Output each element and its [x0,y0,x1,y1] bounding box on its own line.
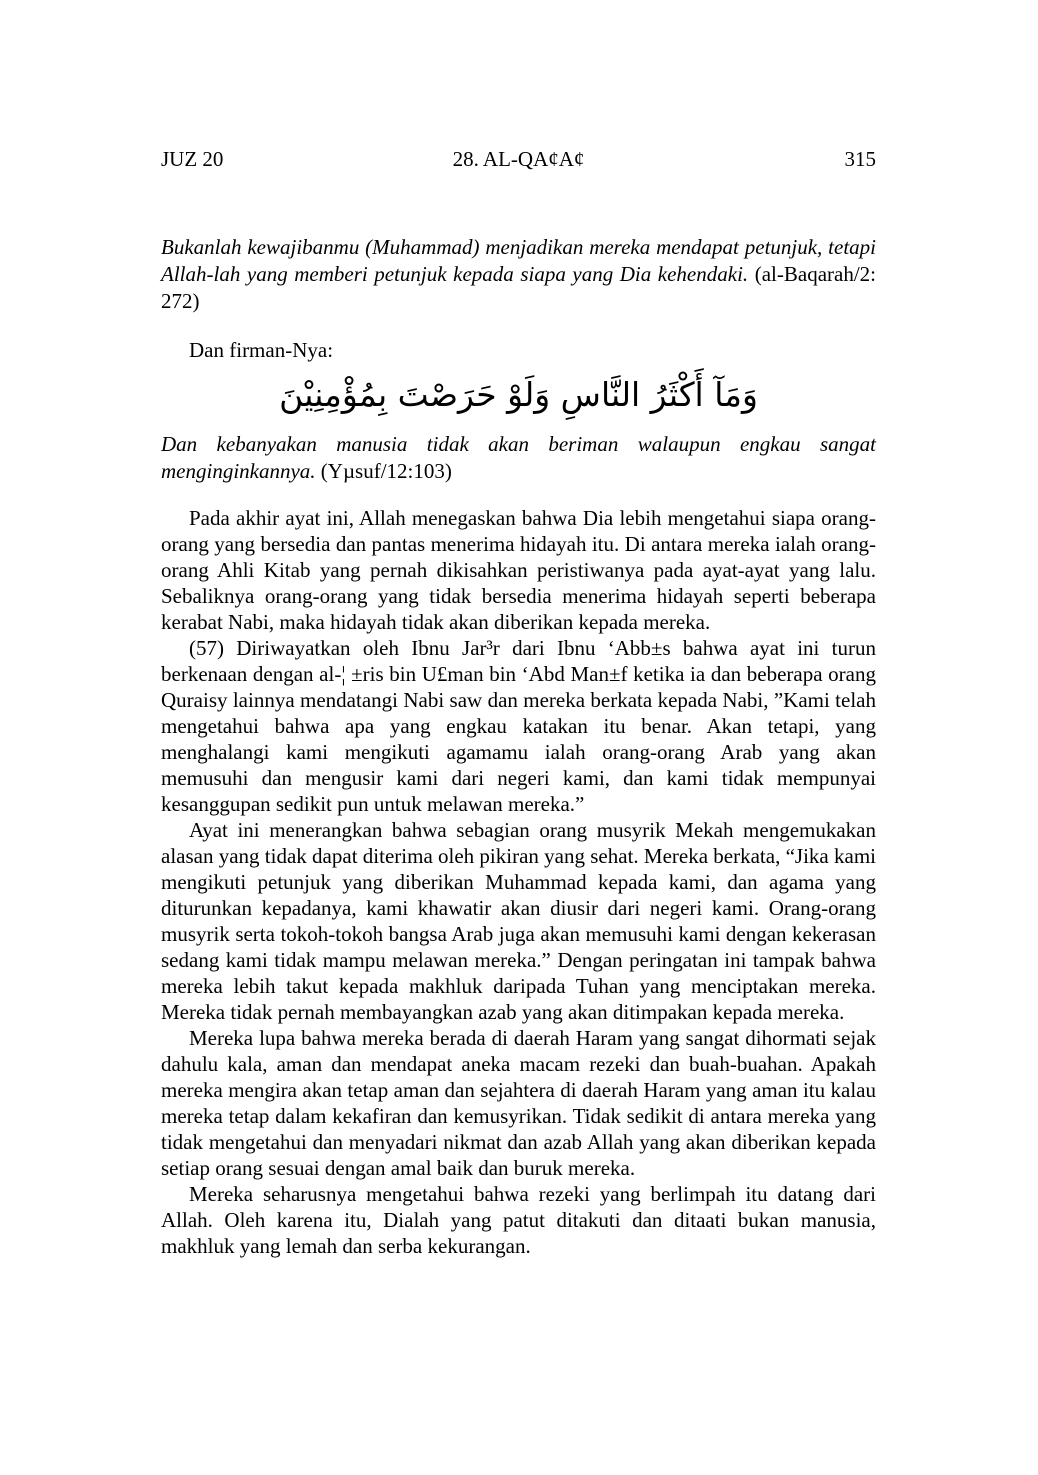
page-header [161,146,876,172]
translation-text: Dan kebanyakan manusia tidak akan beriman walaupun engkau sangat menginginkannya. [161,432,876,483]
commentary-paragraph: Mereka seharusnya mengetahui bahwa rezeki yang berlimpah itu datang dari Allah. Oleh karena itu, Dialah yang patut ditakuti dan ditaati bukan manusia, makhluk yang lemah dan serba kekurangan. [161,1182,876,1258]
verse-citation-yusuf: (Yµsuf/12:103) [320,459,452,483]
translation-text: Bukanlah kewajibanmu (Muhammad) menjadikan mereka mendapat petunjuk, tetapi Allah-lah yang memberi petunjuk kepada siapa yang Dia kehendaki. [161,235,876,286]
commentary-paragraph: Mereka lupa bahwa mereka berada di daerah Haram yang sangat dihormati sejak dahulu kala, aman dan mendapat aneka macam rezeki dan buah-buahan. Apakah mereka mengira akan tetap aman dan sejahtera di daerah Haram yang aman itu kalau mereka tetap dalam kekafiran dan kemusyrikan. Tidak sedikit di antara mereka yang tidak mengetahui dan menyadari nikmat dan azab Allah yang akan diberikan kepada setiap orang sesuai dengan amal baik dan buruk mereka. [161,1026,876,1180]
commentary-paragraph: Ayat ini menerangkan bahwa sebagian orang musyrik Mekah mengemukakan alasan yang tidak dapat diterima oleh pikiran yang sehat. Mereka berkata, “Jika kami mengikuti petunjuk yang diberikan Muhammad kepada kami, dan agama yang diturunkan kepadanya, kami khawatir akan diusir dari negeri kami. Orang-orang musyrik serta tokoh-tokoh bangsa Arab juga akan memusuhi kami dengan kekerasan sedang kami tidak mampu melawan mereka.” Dengan peringatan ini tampak bahwa mereka lebih takut kepada makhluk daripada Tuhan yang menciptakan mereka. Mereka tidak pernah membayangkan azab yang akan ditimpakan kepada mereka. [161,818,876,1024]
page-number: 315 [844,147,876,171]
arabic-verse: وَمَآ أَكْثَرُ النَّاسِ وَلَوْ حَرَصْتَ بِمُؤْمِنِيْنَ [279,375,758,414]
quran-translation-baqarah [161,234,876,315]
commentary-paragraph: (57) Diriwayatkan oleh Ibnu Jar³r dari Ibnu ‘Abb±s bahwa ayat ini turun berkenaan dengan al-¦ ±ris bin U£man bin ‘Abd Man±f ketika ia dan beberapa orang Quraisy lainnya mendatangi Nabi saw dan mereka berkata kepada Nabi, ”Kami telah mengetahui bahwa apa yang engkau katakan itu benar. Akan tetapi, yang menghalangi kami mengikuti agamamu ialah orang-orang Arab yang akan memusuhi dan mengusir kami dari negeri kami, dan kami tidak mempunyai kesanggupan sedikit pun untuk melawan mereka.” [161,636,876,816]
verse-citation-baqarah: (al-Baqarah/2: 272) [161,262,877,313]
commentary-paragraphs [161,505,876,1259]
juz-label: JUZ 20 [161,147,224,171]
firman-intro: Dan firman-Nya: [189,338,334,362]
quran-translation-yusuf [161,431,876,485]
commentary-paragraph: Pada akhir ayat ini, Allah menegaskan bahwa Dia lebih mengetahui siapa orang-orang yang bersedia dan pantas menerima hidayah itu. Di antara mereka ialah orang-orang Ahli Kitab yang pernah dikisahkan peristiwanya pada ayat-ayat yang lalu. Sebaliknya orang-orang yang tidak bersedia menerima hidayah seperti beberapa kerabat Nabi, maka hidayah tidak akan diberikan kepada mereka. [161,506,876,634]
surah-title: 28. AL-QA¢A¢ [452,147,585,171]
